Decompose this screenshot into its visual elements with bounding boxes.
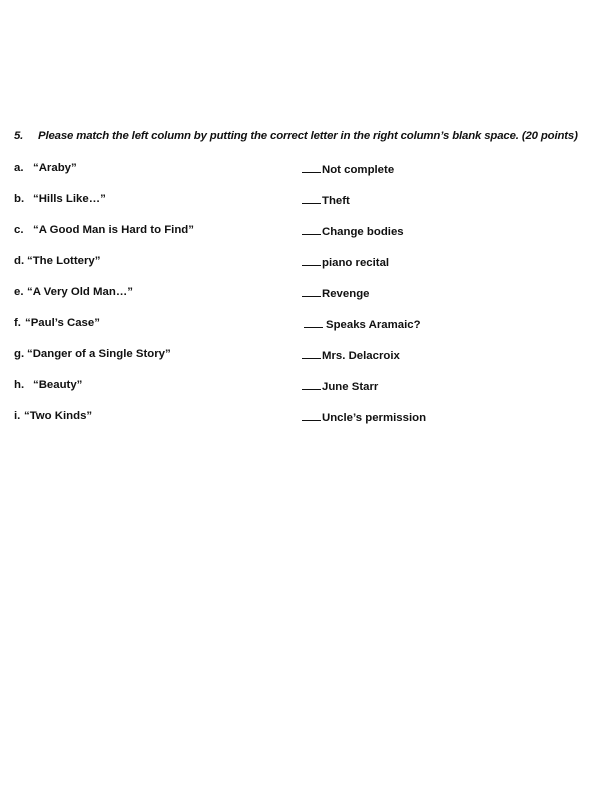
match-row-h: [0, 379, 612, 397]
description-text: Revenge: [322, 288, 370, 300]
item-letter: b.: [14, 193, 25, 205]
description-text: Uncle’s permission: [322, 412, 427, 424]
question-number: 5.: [14, 130, 24, 142]
right-column-item: [302, 193, 350, 207]
item-letter: f.: [14, 317, 21, 329]
description-text: June Starr: [322, 381, 379, 393]
story-title: “Hills Like…”: [33, 193, 106, 205]
answer-blank[interactable]: [302, 193, 321, 204]
left-column-item: [14, 224, 194, 236]
left-column-item: [14, 348, 171, 360]
answer-blank[interactable]: [302, 348, 321, 359]
story-title: “Danger of a Single Story”: [27, 348, 171, 360]
left-column-item: [14, 286, 133, 298]
item-letter: g.: [14, 348, 25, 360]
right-column-item: [302, 348, 400, 362]
answer-blank[interactable]: [302, 286, 321, 297]
description-text: Change bodies: [322, 226, 404, 238]
answer-blank[interactable]: [302, 224, 321, 235]
item-letter: i.: [14, 410, 21, 422]
right-column-item: [302, 162, 394, 176]
match-row-g: [0, 348, 612, 366]
right-column-item: [302, 224, 404, 238]
story-title: “Two Kinds”: [24, 410, 93, 422]
item-letter: a.: [14, 162, 24, 174]
match-row-a: [0, 162, 612, 180]
answer-blank[interactable]: [302, 410, 321, 421]
match-row-i: [0, 410, 612, 428]
story-title: “Paul’s Case”: [25, 317, 100, 329]
question-text: Please match the left column by putting the correct letter in the right column’s blank space. (20 points): [38, 130, 578, 142]
match-row-e: [0, 286, 612, 304]
answer-blank[interactable]: [302, 162, 321, 173]
item-letter: e.: [14, 286, 24, 298]
match-row-d: [0, 255, 612, 273]
left-column-item: [14, 410, 92, 422]
item-letter: d.: [14, 255, 25, 267]
left-column-item: [14, 193, 106, 205]
description-text: piano recital: [322, 257, 390, 269]
match-row-b: [0, 193, 612, 211]
right-column-item: [302, 255, 389, 269]
story-title: “A Good Man is Hard to Find”: [33, 224, 194, 236]
description-text: Speaks Aramaic?: [326, 319, 421, 331]
story-title: “Beauty”: [33, 379, 83, 391]
left-column-item: [14, 255, 100, 267]
answer-blank[interactable]: [302, 255, 321, 266]
right-column-item: [302, 410, 426, 424]
left-column-item: [14, 379, 82, 391]
description-text: Not complete: [322, 164, 395, 176]
story-title: “Araby”: [33, 162, 77, 174]
answer-blank[interactable]: [304, 317, 323, 328]
answer-blank[interactable]: [302, 379, 321, 390]
question-prompt: [14, 130, 610, 142]
right-column-item: [302, 379, 378, 393]
description-text: Theft: [322, 195, 350, 207]
right-column-item: [302, 286, 369, 300]
item-letter: h.: [14, 379, 25, 391]
match-row-f: [0, 317, 612, 335]
match-row-c: [0, 224, 612, 242]
story-title: “The Lottery”: [27, 255, 101, 267]
item-letter: c.: [14, 224, 24, 236]
story-title: “A Very Old Man…”: [27, 286, 133, 298]
left-column-item: [14, 317, 100, 329]
right-column-item: [304, 317, 421, 331]
left-column-item: [14, 162, 77, 174]
description-text: Mrs. Delacroix: [322, 350, 400, 362]
